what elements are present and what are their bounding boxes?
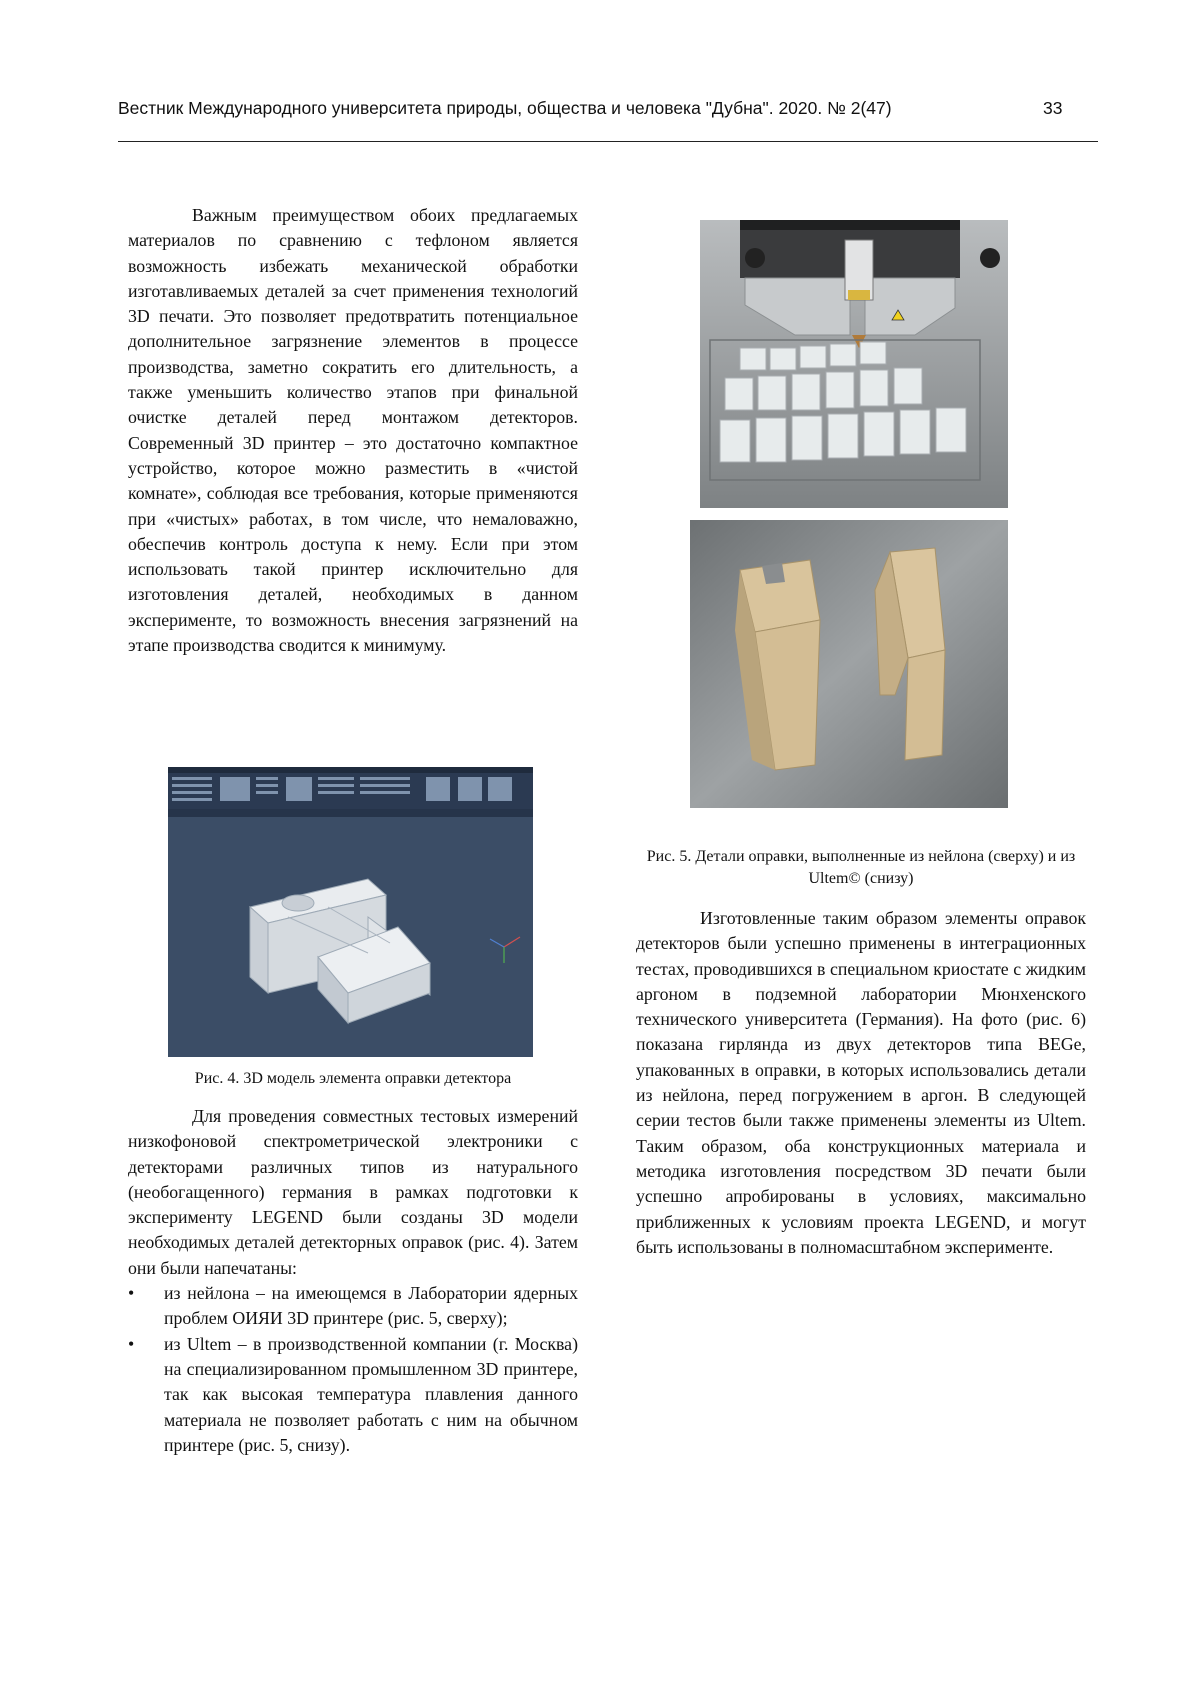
figure-4-cad-screenshot	[168, 767, 533, 1057]
cad-model-image	[168, 767, 533, 1057]
bullet-icon: •	[128, 1333, 135, 1354]
printing-list	[128, 1281, 578, 1458]
left-column-top	[128, 203, 578, 658]
figure-5-caption-wrap	[646, 846, 1076, 890]
list-item-text: из Ultem – в производственной компании (г. Москва) на специализированном промышленном 3D принтере, так как высокая температура плавления данного материала не позволяет работать с ним на обычном принтере (рис. 5, снизу).	[164, 1333, 578, 1455]
figure-5-caption: Рис. 5. Детали оправки, выполненные из нейлона (сверху) и из Ultem© (снизу)	[646, 848, 1076, 887]
paragraph-advantages: Важным преимуществом обоих предлагаемых материалов по сравнению с тефлоном является возможность избежать механической обработки изготавливаемых деталей за счет применения технологий 3D печати. Это позволяет предотвратить потенциальное дополнительное загрязнение элементов в процессе производства, заметно сократить его длительность, а также уменьшить количество этапов при финальной очистке деталей перед монтажом детекторов. Современный 3D принтер – это достаточно компактное устройство, которое можно разместить в «чистой комнате», соблюдая все требования, которые применяются при «чистых» работах, в том числе, что немаловажно, обеспечив контроль доступа к нему. Если при этом использовать такой принтер исключительно для изготовления деталей, необходимых в данном эксперименте, то возможность внесения загрязнений на этапе производства сводится к минимуму.	[128, 205, 578, 656]
paragraph-integration-tests: Изготовленные таким образом элементы оправок детекторов были успешно применены в интеграционных тестах, проводившихся в специальном криостате с жидким аргоном в подземной лаборатории Мюнхенского технического университета (Германия). На фото (рис. 6) показана гирлянда из двух детекторов типа BEGe, упакованных в оправки, в которых использовались детали из нейлона, перед погружением в аргон. В следующей серии тестов были также применены элементы из Ultem. Таким образом, оба конструкционных материала и методика изготовления посредством 3D печати были успешно апробированы в условиях, максимально приближенных к условиям проекта LEGEND, и могут быть использованы в полномасштабном эксперименте.	[636, 908, 1086, 1257]
cad-3d-part	[250, 879, 430, 1023]
left-column-bottom	[128, 1104, 578, 1458]
list-item	[128, 1332, 578, 1458]
paragraph-3d-models: Для проведения совместных тестовых измерений низкофоновой спектрометрической электроники с детекторами различных типов из натурального (необогащенного) германия в рамках подготовки к эксперименту LEGEND были созданы 3D модели необходимых деталей детекторных оправок (рис. 4). Затем они были напечатаны:	[128, 1106, 578, 1278]
list-item	[128, 1281, 578, 1332]
ultem-parts-image	[690, 520, 1008, 808]
bullet-icon: •	[128, 1283, 135, 1304]
list-item-text: из нейлона – на имеющемся в Лаборатории ядерных проблем ОИЯИ 3D принтере (рис. 5, сверху);	[164, 1283, 578, 1329]
journal-title: Вестник Международного университета природы, общества и человека "Дубна". 2020. № 2(47)	[118, 98, 892, 118]
header-rule	[118, 141, 1098, 142]
figure-4-caption: Рис. 4. 3D модель элемента оправки детектора	[194, 1070, 512, 1087]
figure-5-nylon-photo	[700, 220, 1008, 508]
figure-5-ultem-photo	[690, 520, 1008, 808]
figure-4-caption-wrap	[128, 1068, 578, 1090]
right-column-text	[636, 906, 1086, 1260]
page-number: 33	[1043, 98, 1063, 118]
printer-photo-image	[700, 220, 1008, 508]
journal-header	[118, 98, 1078, 119]
axis-triad	[490, 937, 520, 963]
